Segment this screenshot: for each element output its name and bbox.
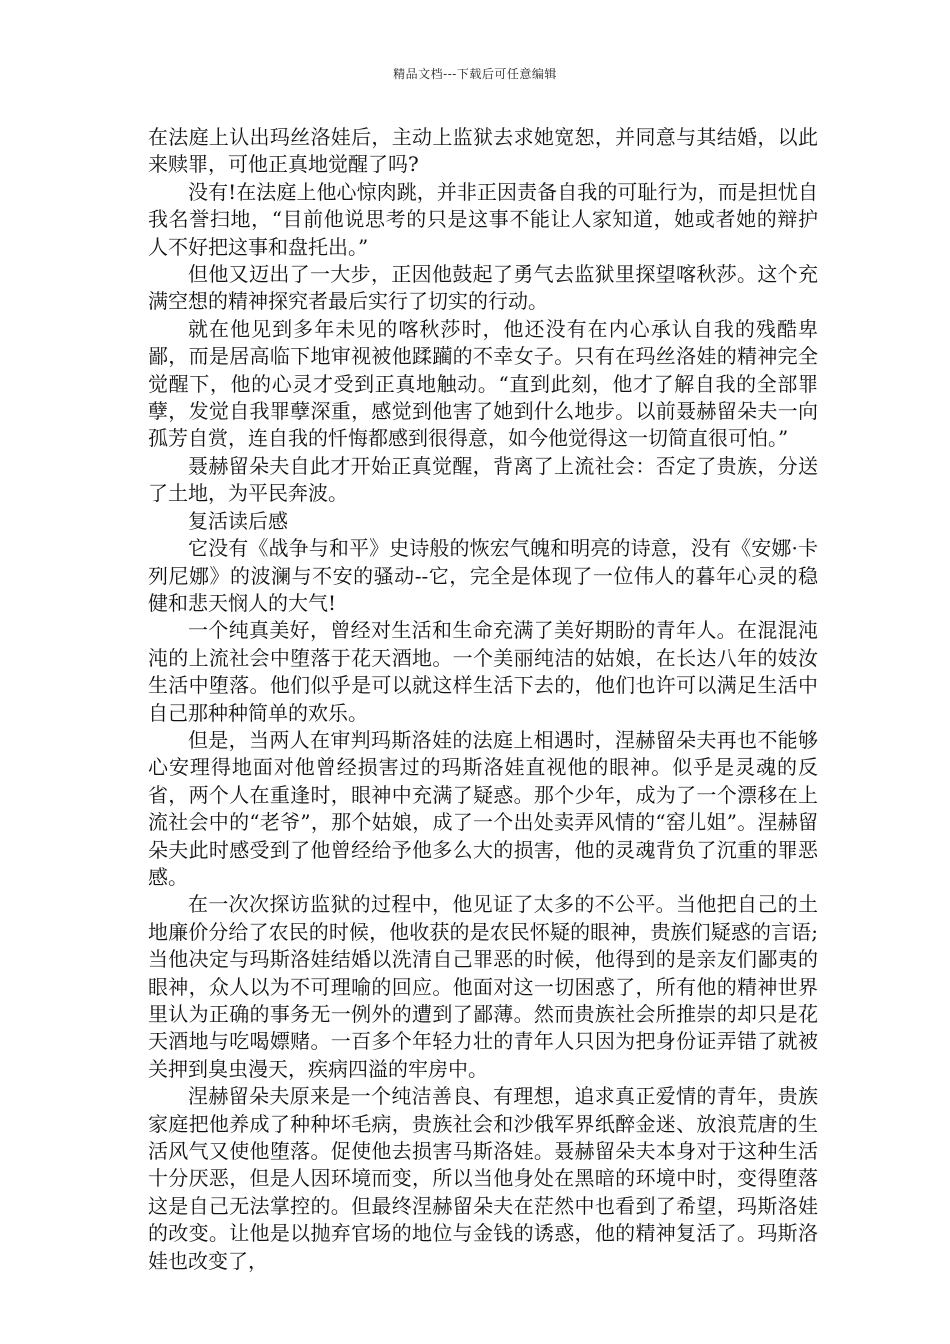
paragraph: 在一次次探访监狱的过程中，他见证了太多的不公平。当他把自己的土地廉价分给了农民的时候，他收获的是农民怀疑的眼神，贵族们疑惑的言语;当他决定与玛斯洛娃结婚以洗清自己罪恶的时候，他得到的是亲友们鄙夷的眼神，众人以为不可理喻的回应。他面对这一切困惑了，所有他的精神世界里认为正确的事务无一例外的遭到了鄙薄。然而贵族社会所推崇的却只是花天酒地与吃喝嫖赌。一百多个年轻力壮的青年人只因为把身份证弄错了就被关押到臭虫漫天，疾病四溢的牢房中。 xyxy=(148,892,818,1081)
paragraph: 但是，当两人在审判玛斯洛娃的法庭上相遇时，涅赫留朵夫再也不能够心安理得地面对他曾经损害过的玛斯洛娃直视他的眼神。似乎是灵魂的反省，两个人在重逢时，眼神中充满了疑惑。那个少年，成为了一个漂移在上流社会中的“老爷”，那个姑娘，成了一个出处卖弄风情的“窑儿姐”。涅赫留朵夫此时感受到了他曾经给予他多么大的损害，他的灵魂背负了沉重的罪恶感。 xyxy=(148,727,818,889)
paragraph: 聂赫留朵夫自此才开始正真觉醒，背离了上流社会：否定了贵族，分送了土地，为平民奔波。 xyxy=(148,453,818,506)
paragraph: 但他又迈出了一大步，正因他鼓起了勇气去监狱里探望喀秋莎。这个充满空想的精神探究者最后实行了切实的行动。 xyxy=(148,262,818,314)
paragraph: 就在他见到多年未见的喀秋莎时，他还没有在内心承认自我的残酷卑鄙，而是居高临下地审视被他蹂躏的不幸女子。只有在玛丝洛娃的精神完全觉醒下，他的心灵才受到正真地触动。“直到此刻，他才了解自我的全部罪孽，发觉自我罪孽深重，感觉到他害了她到什么地步。以前聂赫留朵夫一向孤芳自赏，连自我的忏悔都感到很得意，如今他觉得这一切简直很可怕。” xyxy=(148,316,818,451)
document-body xyxy=(148,124,818,1275)
paragraph-continuation: 在法庭上认出玛丝洛娃后，主动上监狱去求她宽恕，并同意与其结婚，以此来赎罪，可他正真地觉醒了吗? xyxy=(148,125,818,177)
paragraph: 它没有《战争与和平》史诗般的恢宏气魄和明亮的诗意，没有《安娜·卡列尼娜》的波澜与不安的骚动--它，完全是体现了一位伟人的暮年心灵的稳健和悲天悯人的大气! xyxy=(148,536,818,615)
page-header: 精品文档---下载后可任意编辑 xyxy=(393,67,557,81)
paragraph: 没有!在法庭上他心惊肉跳，并非正因责备自我的可耻行为，而是担忧自我名誉扫地，“目前他说思考的只是这事不能让人家知道，她或者她的辩护人不好把这事和盘托出。” xyxy=(148,179,818,259)
section-title: 复活读后感 xyxy=(188,508,288,533)
paragraph: 一个纯真美好，曾经对生活和生命充满了美好期盼的青年人。在混混沌沌的上流社会中堕落于花天酒地。一个美丽纯洁的姑娘，在长达八年的妓汝生活中堕落。他们似乎是可以就这样生活下去的，他们也许可以满足生活中自己那种种简单的欢乐。 xyxy=(148,618,818,725)
paragraph: 涅赫留朵夫原来是一个纯洁善良、有理想，追求真正爱情的青年，贵族家庭把他养成了种种坏毛病，贵族社会和沙俄军界纸醉金迷、放浪荒唐的生活风气又使他堕落。促使他去损害马斯洛娃。聂赫留朵夫本身对于这种生活十分厌恶，但是人因环境而变，所以当他身处在黑暗的环境中时，变得堕落这是自己无法掌控的。但最终涅赫留朵夫在茫然中也看到了希望，玛斯洛娃的改变。让他是以抛弃官场的地位与金钱的诱惑，他的精神复活了。玛斯洛娃也改变了， xyxy=(148,1084,818,1273)
